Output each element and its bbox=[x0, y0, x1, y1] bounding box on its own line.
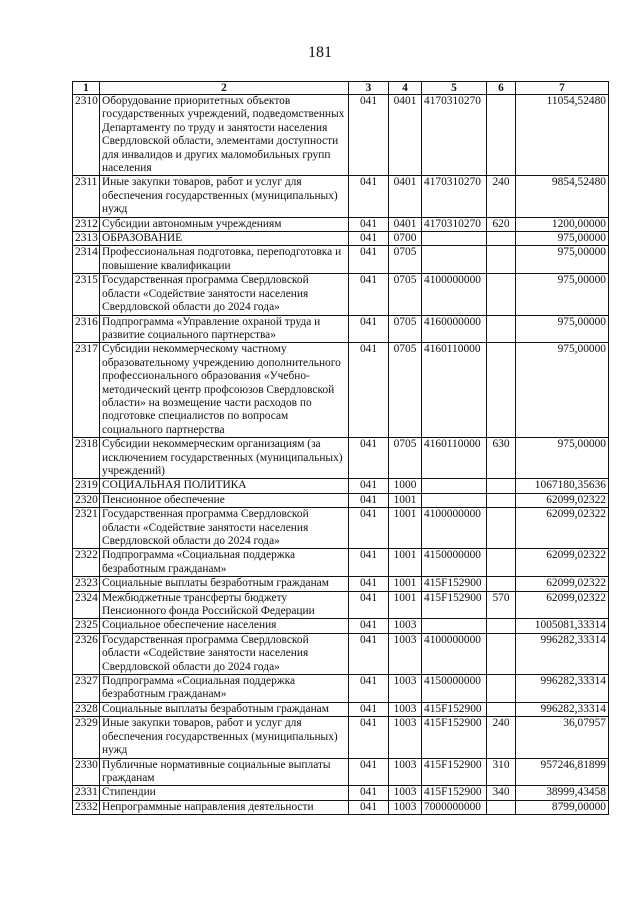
table-row bbox=[73, 176, 609, 217]
row-name: Иные закупки товаров, работ и услуг для обеспечения государственных (муниципальных) нужд bbox=[100, 717, 349, 758]
row-name: Социальные выплаты безработным гражданам bbox=[100, 577, 349, 591]
row-amount: 975,00000 bbox=[516, 274, 609, 315]
table-row bbox=[73, 702, 609, 716]
row-amount: 8799,00000 bbox=[516, 800, 609, 814]
table-row bbox=[73, 633, 609, 674]
row-amount: 1005081,33314 bbox=[516, 619, 609, 633]
row-target-code bbox=[422, 493, 487, 507]
row-expense-type bbox=[487, 633, 516, 674]
table-row bbox=[73, 577, 609, 591]
table-row bbox=[73, 508, 609, 549]
row-name: Оборудование приоритетных объектов государственных учреждений, подведомственных Департаменту по труду и занятости населения Свердловской области, элементами доступности для инвалидов и других маломобильных групп населения bbox=[100, 95, 349, 176]
row-expense-type bbox=[487, 508, 516, 549]
row-section-code: 1003 bbox=[389, 786, 422, 800]
table-row bbox=[73, 232, 609, 246]
row-section-code: 0705 bbox=[389, 438, 422, 479]
table-row bbox=[73, 315, 609, 343]
row-name: Публичные нормативные социальные выплаты гражданам bbox=[100, 758, 349, 786]
row-name: Подпрограмма «Социальная поддержка безработным гражданам» bbox=[100, 549, 349, 577]
row-target-code bbox=[422, 246, 487, 274]
row-target-code: 4100000000 bbox=[422, 633, 487, 674]
row-expense-type bbox=[487, 232, 516, 246]
row-name: Государственная программа Свердловской области «Содействие занятости населения Свердловской области до 2024 года» bbox=[100, 508, 349, 549]
row-amount: 1067180,35636 bbox=[516, 479, 609, 493]
row-section-code: 1003 bbox=[389, 800, 422, 814]
row-amount: 996282,33314 bbox=[516, 675, 609, 703]
row-number: 2326 bbox=[73, 633, 100, 674]
row-target-code: 4150000000 bbox=[422, 675, 487, 703]
row-name: Иные закупки товаров, работ и услуг для обеспечения государственных (муниципальных) нужд bbox=[100, 176, 349, 217]
row-ministry-code: 041 bbox=[349, 577, 389, 591]
row-number: 2328 bbox=[73, 702, 100, 716]
row-target-code: 4170310270 bbox=[422, 176, 487, 217]
row-number: 2325 bbox=[73, 619, 100, 633]
row-expense-type bbox=[487, 246, 516, 274]
row-number: 2331 bbox=[73, 786, 100, 800]
row-expense-type: 240 bbox=[487, 717, 516, 758]
row-number: 2315 bbox=[73, 274, 100, 315]
row-expense-type: 340 bbox=[487, 786, 516, 800]
row-target-code: 4160110000 bbox=[422, 438, 487, 479]
row-section-code: 1001 bbox=[389, 577, 422, 591]
row-number: 2316 bbox=[73, 315, 100, 343]
row-ministry-code: 041 bbox=[349, 438, 389, 479]
row-expense-type bbox=[487, 549, 516, 577]
row-expense-type: 570 bbox=[487, 591, 516, 619]
row-section-code: 1001 bbox=[389, 549, 422, 577]
row-ministry-code: 041 bbox=[349, 758, 389, 786]
row-expense-type: 240 bbox=[487, 176, 516, 217]
row-number: 2314 bbox=[73, 246, 100, 274]
row-section-code: 0705 bbox=[389, 343, 422, 438]
column-header: 6 bbox=[487, 82, 516, 95]
row-name: СОЦИАЛЬНАЯ ПОЛИТИКА bbox=[100, 479, 349, 493]
row-number: 2330 bbox=[73, 758, 100, 786]
table-row bbox=[73, 274, 609, 315]
row-expense-type bbox=[487, 479, 516, 493]
row-section-code: 0401 bbox=[389, 217, 422, 231]
column-header: 1 bbox=[73, 82, 100, 95]
row-amount: 62099,02322 bbox=[516, 577, 609, 591]
table-row bbox=[73, 95, 609, 176]
row-number: 2313 bbox=[73, 232, 100, 246]
row-section-code: 1003 bbox=[389, 717, 422, 758]
row-name: Субсидии некоммерческим организациям (за исключением государственных (муниципальных) учреждений) bbox=[100, 438, 349, 479]
table-row bbox=[73, 479, 609, 493]
table-row bbox=[73, 717, 609, 758]
row-section-code: 0705 bbox=[389, 274, 422, 315]
row-name: Социальные выплаты безработным гражданам bbox=[100, 702, 349, 716]
row-amount: 996282,33314 bbox=[516, 702, 609, 716]
row-target-code bbox=[422, 232, 487, 246]
row-amount: 975,00000 bbox=[516, 343, 609, 438]
row-number: 2318 bbox=[73, 438, 100, 479]
row-target-code: 7000000000 bbox=[422, 800, 487, 814]
row-ministry-code: 041 bbox=[349, 508, 389, 549]
row-target-code: 415F152900 bbox=[422, 577, 487, 591]
row-target-code bbox=[422, 479, 487, 493]
row-number: 2323 bbox=[73, 577, 100, 591]
row-target-code: 415F152900 bbox=[422, 758, 487, 786]
table-row bbox=[73, 493, 609, 507]
table-header-row bbox=[73, 82, 609, 95]
row-name: Подпрограмма «Управление охраной труда и развитие социального партнерства» bbox=[100, 315, 349, 343]
table-row bbox=[73, 438, 609, 479]
row-number: 2332 bbox=[73, 800, 100, 814]
row-ministry-code: 041 bbox=[349, 274, 389, 315]
row-number: 2324 bbox=[73, 591, 100, 619]
row-expense-type bbox=[487, 619, 516, 633]
row-expense-type bbox=[487, 95, 516, 176]
row-expense-type bbox=[487, 577, 516, 591]
row-section-code: 0401 bbox=[389, 95, 422, 176]
row-number: 2329 bbox=[73, 717, 100, 758]
row-ministry-code: 041 bbox=[349, 479, 389, 493]
row-number: 2310 bbox=[73, 95, 100, 176]
row-ministry-code: 041 bbox=[349, 246, 389, 274]
row-target-code: 4170310270 bbox=[422, 95, 487, 176]
row-section-code: 1001 bbox=[389, 508, 422, 549]
row-section-code: 1003 bbox=[389, 758, 422, 786]
row-amount: 975,00000 bbox=[516, 438, 609, 479]
column-header: 2 bbox=[100, 82, 349, 95]
row-section-code: 0705 bbox=[389, 246, 422, 274]
row-section-code: 1001 bbox=[389, 591, 422, 619]
row-ministry-code: 041 bbox=[349, 95, 389, 176]
row-amount: 62099,02322 bbox=[516, 493, 609, 507]
row-target-code: 4100000000 bbox=[422, 274, 487, 315]
row-number: 2327 bbox=[73, 675, 100, 703]
row-ministry-code: 041 bbox=[349, 343, 389, 438]
row-target-code: 4160110000 bbox=[422, 343, 487, 438]
column-header: 7 bbox=[516, 82, 609, 95]
row-section-code: 1003 bbox=[389, 675, 422, 703]
row-ministry-code: 041 bbox=[349, 675, 389, 703]
table-row bbox=[73, 591, 609, 619]
row-name: Непрограммные направления деятельности bbox=[100, 800, 349, 814]
row-number: 2312 bbox=[73, 217, 100, 231]
row-ministry-code: 041 bbox=[349, 717, 389, 758]
row-target-code: 4100000000 bbox=[422, 508, 487, 549]
row-ministry-code: 041 bbox=[349, 591, 389, 619]
row-amount: 1200,00000 bbox=[516, 217, 609, 231]
row-expense-type: 620 bbox=[487, 217, 516, 231]
row-amount: 62099,02322 bbox=[516, 591, 609, 619]
row-section-code: 0705 bbox=[389, 315, 422, 343]
row-section-code: 1001 bbox=[389, 493, 422, 507]
row-name: ОБРАЗОВАНИЕ bbox=[100, 232, 349, 246]
row-expense-type bbox=[487, 800, 516, 814]
row-amount: 975,00000 bbox=[516, 315, 609, 343]
row-name: Стипендии bbox=[100, 786, 349, 800]
row-amount: 975,00000 bbox=[516, 246, 609, 274]
row-number: 2319 bbox=[73, 479, 100, 493]
row-expense-type: 630 bbox=[487, 438, 516, 479]
row-name: Государственная программа Свердловской области «Содействие занятости населения Свердловской области до 2024 года» bbox=[100, 633, 349, 674]
row-section-code: 0700 bbox=[389, 232, 422, 246]
row-number: 2320 bbox=[73, 493, 100, 507]
row-ministry-code: 041 bbox=[349, 619, 389, 633]
row-ministry-code: 041 bbox=[349, 702, 389, 716]
row-name: Субсидии автономным учреждениям bbox=[100, 217, 349, 231]
budget-table bbox=[72, 81, 609, 815]
table-row bbox=[73, 217, 609, 231]
row-expense-type bbox=[487, 675, 516, 703]
row-target-code: 415F152900 bbox=[422, 717, 487, 758]
row-amount: 36,07957 bbox=[516, 717, 609, 758]
row-name: Профессиональная подготовка, переподготовка и повышение квалификации bbox=[100, 246, 349, 274]
row-section-code: 1000 bbox=[389, 479, 422, 493]
row-amount: 9854,52480 bbox=[516, 176, 609, 217]
table-row bbox=[73, 758, 609, 786]
row-ministry-code: 041 bbox=[349, 786, 389, 800]
row-ministry-code: 041 bbox=[349, 232, 389, 246]
row-target-code: 415F152900 bbox=[422, 591, 487, 619]
row-section-code: 1003 bbox=[389, 619, 422, 633]
row-target-code: 4150000000 bbox=[422, 549, 487, 577]
row-expense-type bbox=[487, 274, 516, 315]
row-target-code bbox=[422, 619, 487, 633]
row-ministry-code: 041 bbox=[349, 176, 389, 217]
row-ministry-code: 041 bbox=[349, 315, 389, 343]
row-number: 2322 bbox=[73, 549, 100, 577]
row-target-code: 415F152900 bbox=[422, 786, 487, 800]
table-row bbox=[73, 343, 609, 438]
row-name: Социальное обеспечение населения bbox=[100, 619, 349, 633]
row-ministry-code: 041 bbox=[349, 217, 389, 231]
row-expense-type bbox=[487, 343, 516, 438]
table-row bbox=[73, 619, 609, 633]
row-ministry-code: 041 bbox=[349, 549, 389, 577]
row-name: Субсидии некоммерческому частному образовательному учреждению дополнительного профессионального образования «Учебно-методический центр профсоюзов Свердловской области» на возмещение части расходов по подготовке специалистов по вопросам социального партнерства bbox=[100, 343, 349, 438]
table-row bbox=[73, 675, 609, 703]
row-expense-type bbox=[487, 702, 516, 716]
row-section-code: 0401 bbox=[389, 176, 422, 217]
row-amount: 11054,52480 bbox=[516, 95, 609, 176]
row-amount: 975,00000 bbox=[516, 232, 609, 246]
row-number: 2317 bbox=[73, 343, 100, 438]
table-row bbox=[73, 549, 609, 577]
row-ministry-code: 041 bbox=[349, 800, 389, 814]
row-section-code: 1003 bbox=[389, 633, 422, 674]
page-number: 181 bbox=[308, 44, 332, 61]
row-amount: 957246,81899 bbox=[516, 758, 609, 786]
row-name: Подпрограмма «Социальная поддержка безработным гражданам» bbox=[100, 675, 349, 703]
row-section-code: 1003 bbox=[389, 702, 422, 716]
table-row bbox=[73, 786, 609, 800]
table-row bbox=[73, 800, 609, 814]
row-ministry-code: 041 bbox=[349, 633, 389, 674]
column-header: 3 bbox=[349, 82, 389, 95]
row-expense-type: 310 bbox=[487, 758, 516, 786]
row-amount: 38999,43458 bbox=[516, 786, 609, 800]
row-amount: 62099,02322 bbox=[516, 549, 609, 577]
row-name: Межбюджетные трансферты бюджету Пенсионного фонда Российской Федерации bbox=[100, 591, 349, 619]
row-expense-type bbox=[487, 315, 516, 343]
column-header: 4 bbox=[389, 82, 422, 95]
row-amount: 996282,33314 bbox=[516, 633, 609, 674]
row-amount: 62099,02322 bbox=[516, 508, 609, 549]
row-name: Пенсионное обеспечение bbox=[100, 493, 349, 507]
row-number: 2311 bbox=[73, 176, 100, 217]
table-row bbox=[73, 246, 609, 274]
row-ministry-code: 041 bbox=[349, 493, 389, 507]
row-target-code: 4160000000 bbox=[422, 315, 487, 343]
row-expense-type bbox=[487, 493, 516, 507]
column-header: 5 bbox=[422, 82, 487, 95]
row-name: Государственная программа Свердловской области «Содействие занятости населения Свердловской области до 2024 года» bbox=[100, 274, 349, 315]
row-number: 2321 bbox=[73, 508, 100, 549]
row-target-code: 415F152900 bbox=[422, 702, 487, 716]
row-target-code: 4170310270 bbox=[422, 217, 487, 231]
